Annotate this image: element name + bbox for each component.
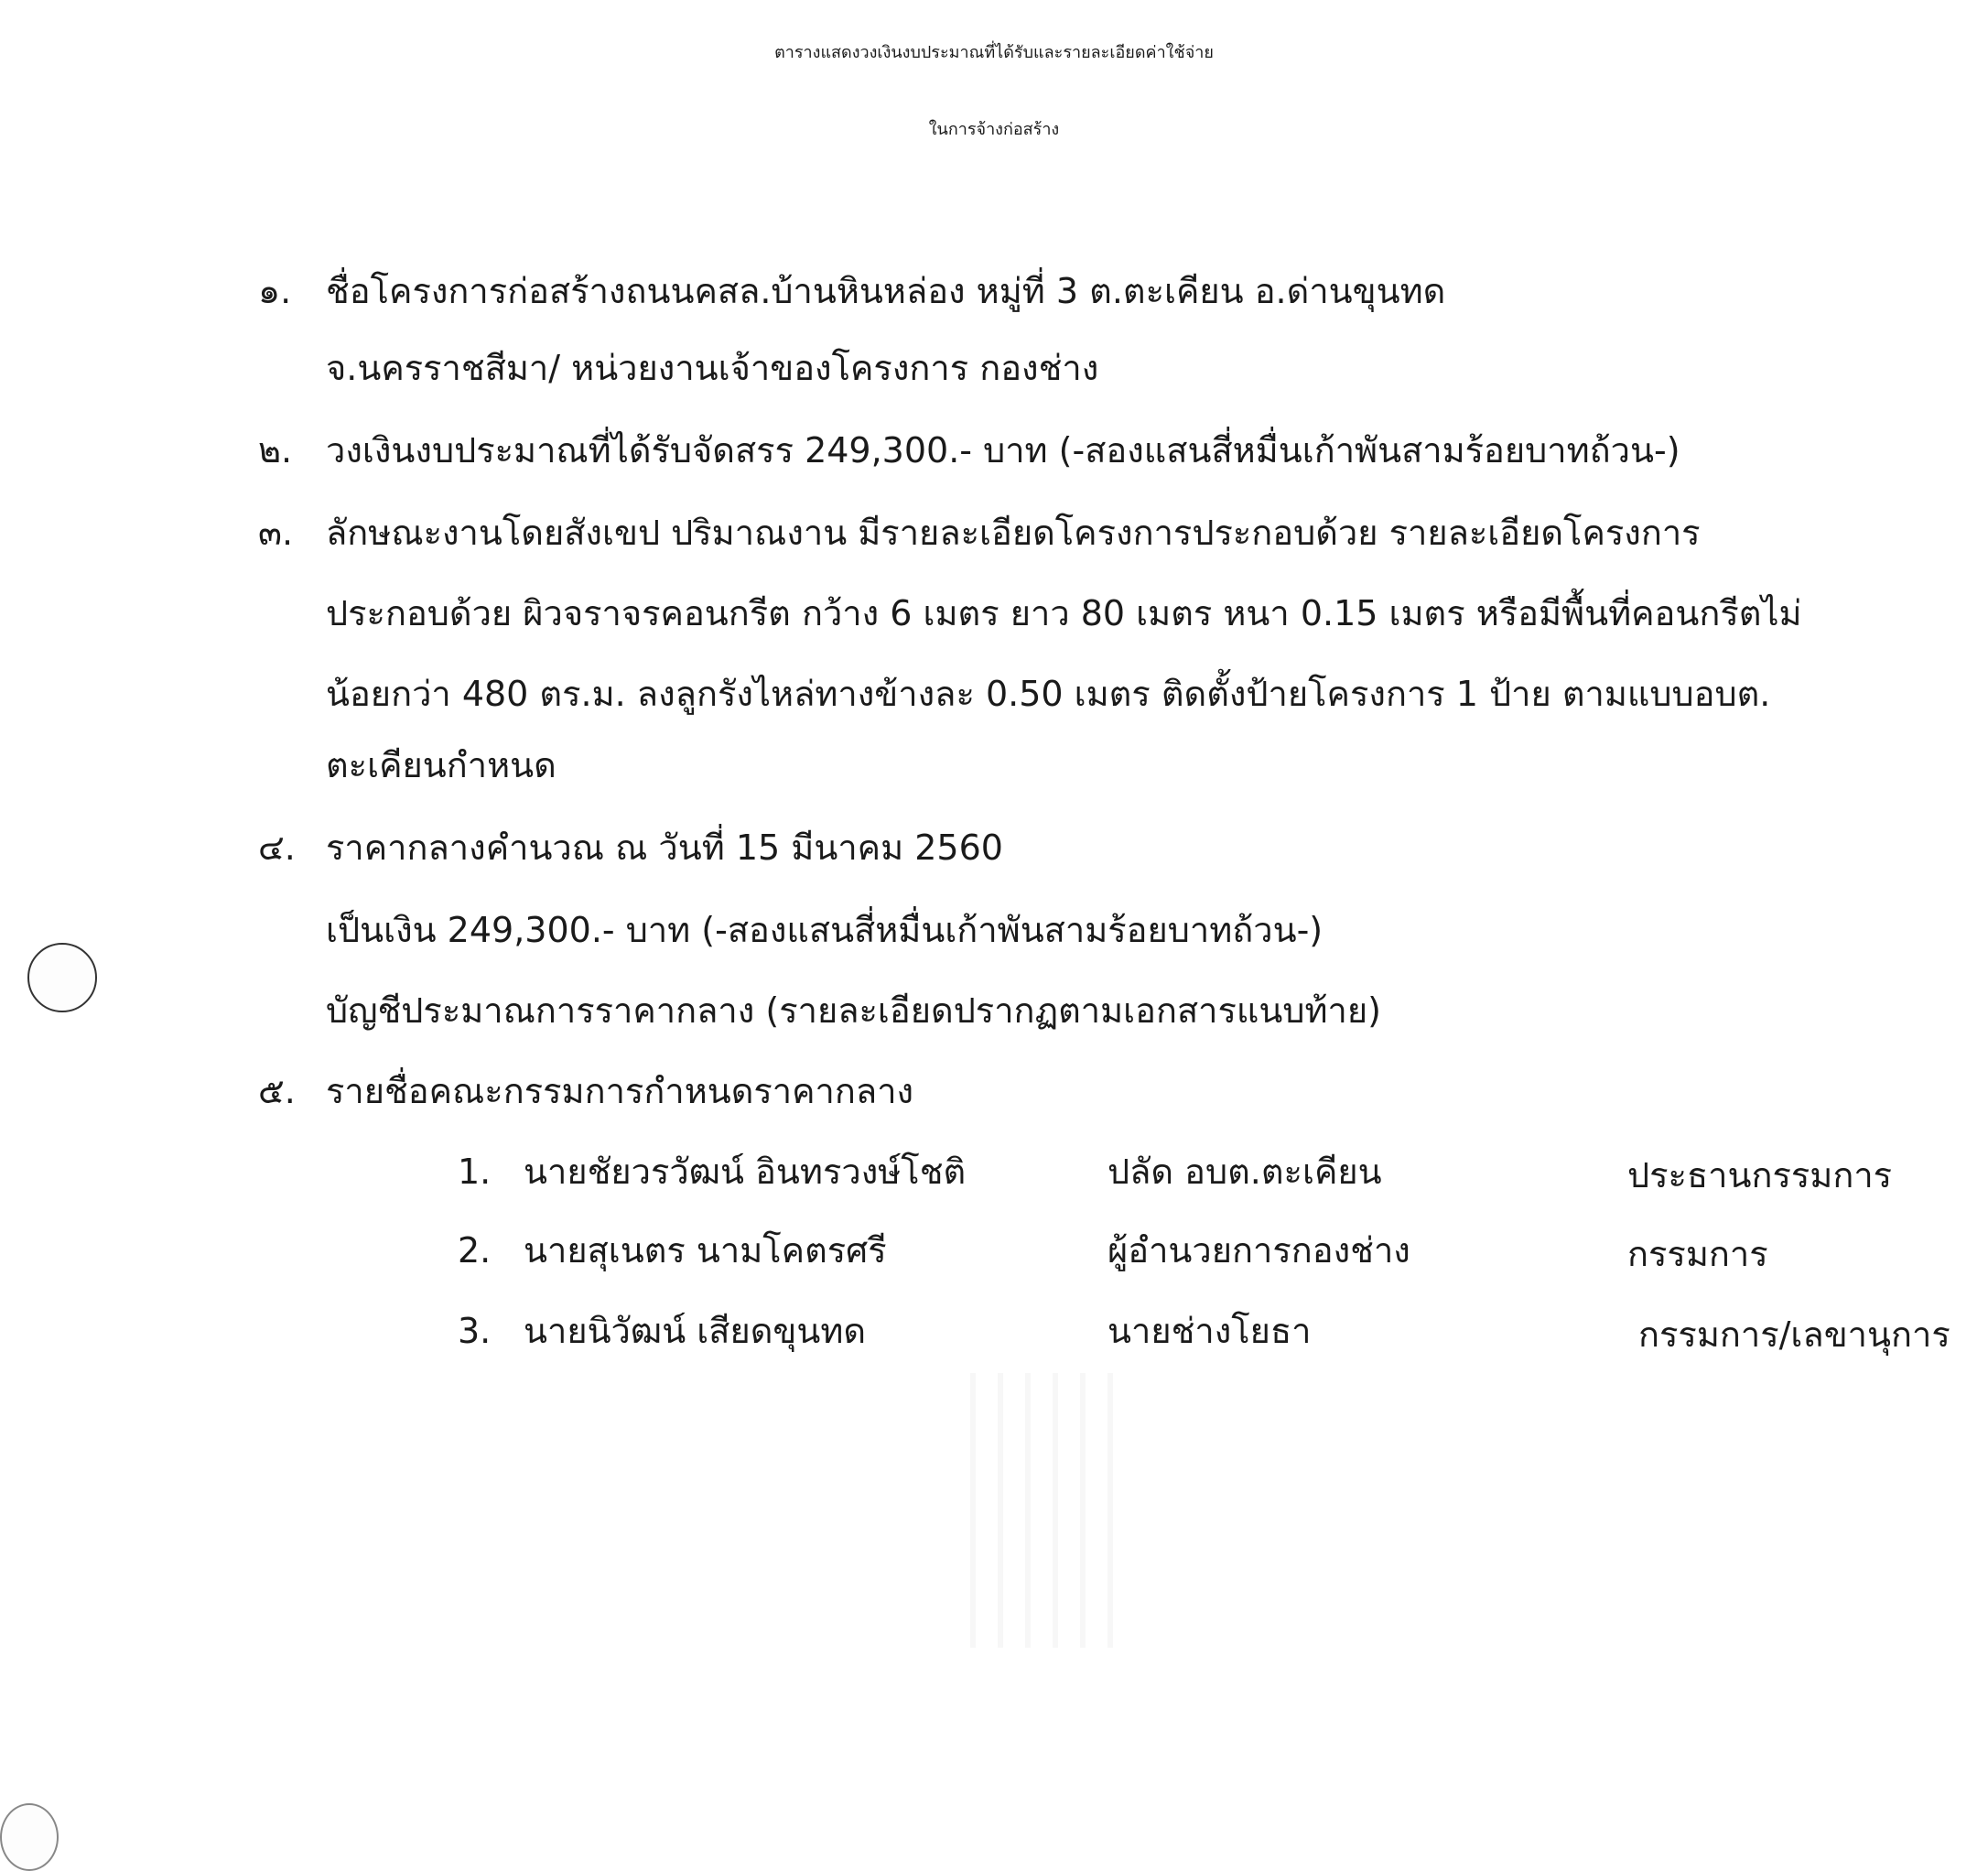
item-3-line-2: ประกอบด้วย ผิวจราจรคอนกรีต กว้าง 6 เมตร ยาว 80 เมตร หนา 0.15 เมตร หรือมีพื้นที่คอนกรีตไม่ (326, 593, 1802, 633)
document-title-line-2: ในการจ้างก่อสร้าง (928, 120, 1060, 139)
item-5-number: ๕. (258, 1071, 296, 1111)
item-3-line-4: ตะเคียนกำหนด (326, 745, 556, 785)
committee-row-2-number: 2. (458, 1230, 492, 1271)
bleed-through-marks (970, 1373, 1117, 1648)
item-4-number: ๔. (258, 827, 296, 868)
item-4-line-2: เป็นเงิน 249,300.- บาท (-สองแสนสี่หมื่นเก้าพันสามร้อยบาทถ้วน-) (326, 910, 1324, 950)
item-3-line-1: ลักษณะงานโดยสังเขป ปริมาณงาน มีรายละเอียดโครงการประกอบด้วย รายละเอียดโครงการ (326, 513, 1701, 553)
punch-hole-top (27, 943, 97, 1012)
committee-row-2-role: กรรมการ (1627, 1234, 1768, 1274)
committee-row-1-position: ปลัด อบต.ตะเคียน (1107, 1152, 1382, 1192)
item-2-line-1: วงเงินงบประมาณที่ได้รับจัดสรร 249,300.- บาท (-สองแสนสี่หมื่นเก้าพันสามร้อยบาทถ้วน-) (326, 430, 1680, 470)
committee-row-2-position: ผู้อำนวยการกองช่าง (1107, 1230, 1410, 1271)
item-4-line-1: ราคากลางคำนวณ ณ วันที่ 15 มีนาคม 2560 (326, 827, 1003, 868)
item-2-number: ๒. (258, 430, 293, 470)
item-4-line-3: บัญชีประมาณการราคากลาง (รายละเอียดปรากฏตามเอกสารแนบท้าย) (326, 990, 1381, 1031)
item-1-number: ๑. (258, 271, 292, 311)
committee-row-1-number: 1. (458, 1152, 492, 1192)
committee-row-3-number: 3. (458, 1311, 492, 1351)
item-1-line-1: ชื่อโครงการก่อสร้างถนนคสล.บ้านหินหล่อง หมู่ที่ 3 ต.ตะเคียน อ.ด่านขุนทด (326, 271, 1446, 311)
committee-row-3-position: นายช่างโยธา (1107, 1311, 1312, 1351)
committee-row-3-role: กรรมการ/เลขานุการ (1638, 1314, 1950, 1355)
committee-row-2-name: นายสุเนตร นามโคตรศรี (524, 1230, 887, 1271)
committee-row-1-role: ประธานกรรมการ (1627, 1155, 1893, 1195)
item-1-line-2: จ.นครราชสีมา/ หน่วยงานเจ้าของโครงการ กองช่าง (326, 348, 1099, 388)
committee-row-3-name: นายนิวัฒน์ เสียดขุนทด (524, 1311, 867, 1351)
punch-hole-bottom (0, 1803, 59, 1871)
item-5-line-1: รายชื่อคณะกรรมการกำหนดราคากลาง (326, 1071, 914, 1111)
item-3-number: ๓. (258, 513, 294, 553)
committee-row-1-name: นายชัยวรวัฒน์ อินทรวงษ์โชติ (524, 1152, 967, 1192)
item-3-line-3: น้อยกว่า 480 ตร.ม. ลงลูกรังไหล่ทางข้างละ 0.50 เมตร ติดตั้งป้ายโครงการ 1 ป้าย ตามแบบอบต. (326, 674, 1771, 714)
document-title-line-1: ตารางแสดงวงเงินงบประมาณที่ได้รับและรายละเอียดค่าใช้จ่าย (774, 43, 1214, 62)
